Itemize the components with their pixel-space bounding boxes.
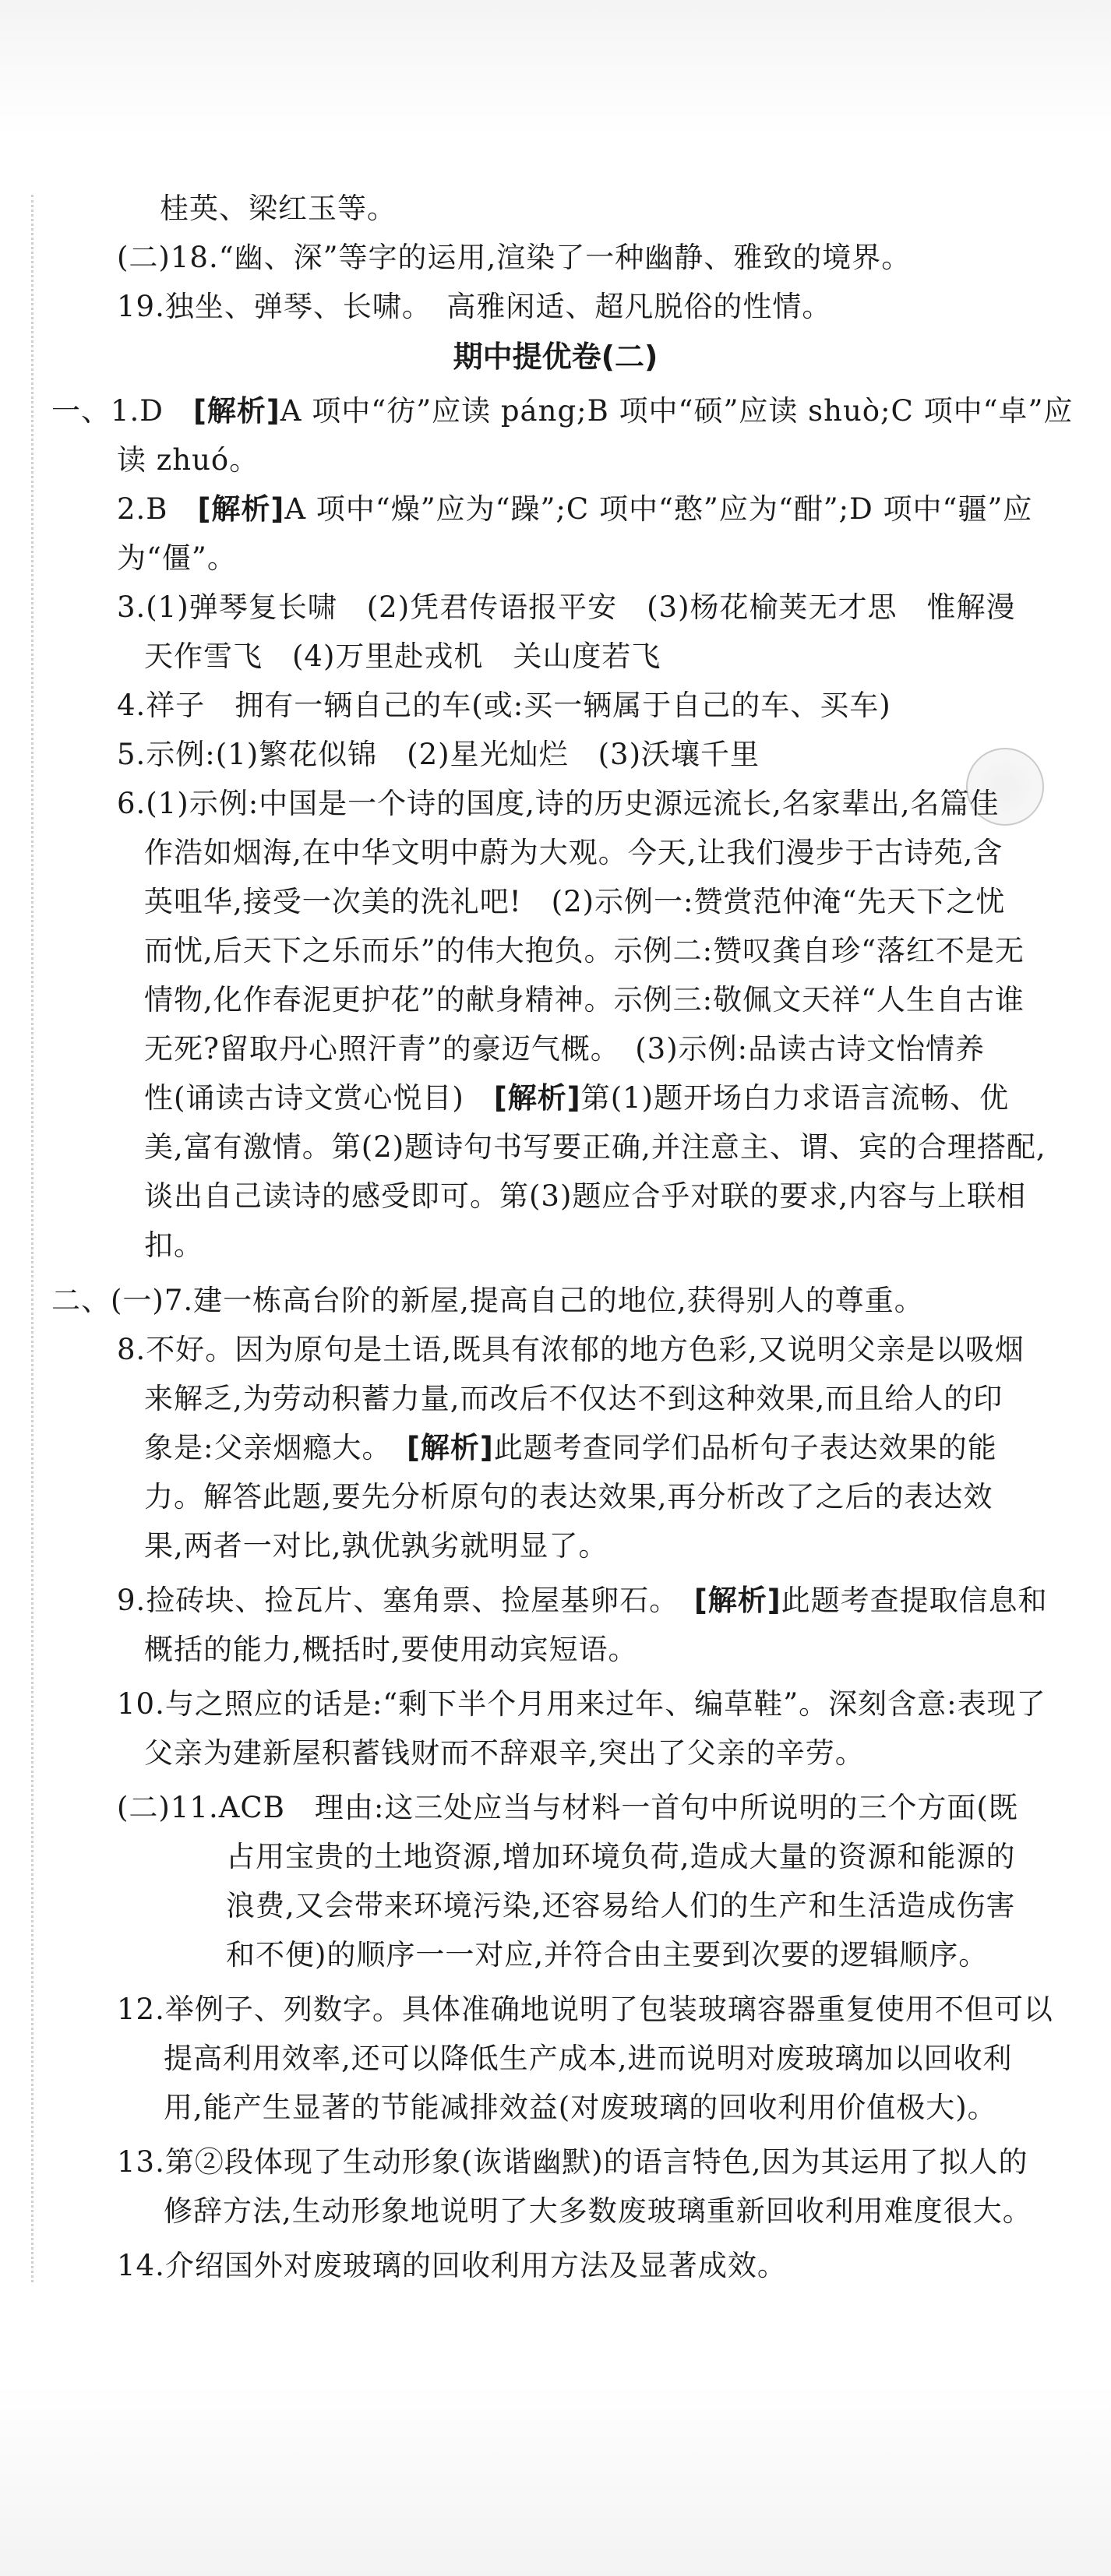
- analysis-tag: [解析]: [493, 1081, 581, 1115]
- text-line: 用,能产生显著的节能减排效益(对废玻璃的回收利用价值极大)。: [164, 2091, 997, 2124]
- text-line: 天作雪飞 (4)万里赴戎机 关山度若飞: [144, 640, 661, 673]
- text-line: 10.与之照应的话是:“剩下半个月用来过年、编草鞋”。深刻含意:表现了: [117, 1687, 1046, 1721]
- analysis-text: A 项中“彷”应读 páng;B 项中“硕”应读 shuò;C 项中“卓”应: [280, 394, 1074, 428]
- text-line: 12.举例子、列数字。具体准确地说明了包装玻璃容器重复使用不但可以: [117, 1993, 1053, 2026]
- analysis-text: 此题考查提取信息和: [781, 1584, 1048, 1617]
- text-line: [117, 1579, 1048, 1623]
- text-line: 英咀华,接受一次美的洗礼吧! (2)示例一:赞赏范仲淹“先天下之忧: [144, 885, 1006, 918]
- text-line: 浪费,又会带来环境污染,还容易给人们的生产和生活造成伤害: [226, 1889, 1016, 1922]
- analysis-text: 第(1)题开场白力求语言流畅、优: [580, 1081, 1010, 1115]
- text-line: 概括的能力,概括时,要使用动宾短语。: [144, 1633, 638, 1666]
- text-line: 修辞方法,生动形象地说明了大多数废玻璃重新回收利用难度很大。: [164, 2194, 1032, 2228]
- text-line: 3.(1)弹琴复长啸 (2)凭君传语报平安 (3)杨花榆荚无才思 惟解漫: [117, 590, 1016, 624]
- text-line: [144, 1426, 997, 1470]
- text-line: 13.第②段体现了生动形象(诙谐幽默)的语言特色,因为其运用了拟人的: [117, 2145, 1028, 2179]
- text-line: 14.介绍国外对废玻璃的回收利用方法及显著成效。: [117, 2249, 787, 2282]
- text-line: 作浩如烟海,在中华文明中蔚为大观。今天,让我们漫步于古诗苑,含: [144, 836, 1003, 869]
- section-title: 期中提优卷(二): [453, 340, 658, 374]
- analysis-text: 此题考查同学们品析句子表达效果的能: [493, 1431, 997, 1464]
- text-line: 果,两者一对比,孰优孰劣就明显了。: [144, 1529, 608, 1563]
- text-line: 情物,化作春泥更护花”的献身精神。示例三:敬佩文天祥“人生自古谁: [144, 983, 1025, 1017]
- answer-number: 2.B: [117, 492, 198, 526]
- binding-margin-rule: [31, 195, 34, 2282]
- text-line: 提高利用效率,还可以降低生产成本,进而说明对废玻璃加以回收利: [164, 2042, 1013, 2075]
- text-line: 来解乏,为劳动积蓄力量,而改后不仅达不到这种效果,而且给人的印: [144, 1382, 1003, 1415]
- analysis-tag: [解析]: [197, 492, 285, 526]
- text-line: 读 zhuó。: [117, 443, 259, 477]
- text-line: 而忧,后天下之乐而乐”的伟大抱负。示例二:赞叹龚自珍“落红不是无: [144, 934, 1025, 967]
- text-line: [51, 389, 1073, 433]
- text-line: 6.(1)示例:中国是一个诗的国度,诗的历史源远流长,名家辈出,名篇佳: [117, 787, 1000, 820]
- text-line: 和不便)的顺序一一对应,并符合由主要到次要的逻辑顺序。: [226, 1938, 989, 1972]
- answer-number: 一、1.D: [51, 394, 193, 428]
- text-line: 无死?留取丹心照汗青”的豪迈气概。 (3)示例:品读古诗文怡情养: [144, 1032, 986, 1066]
- text-line: 力。解答此题,要先分析原句的表达效果,再分析改了之后的表达效: [144, 1480, 993, 1514]
- text-line: 扣。: [144, 1228, 203, 1262]
- text-line: 父亲为建新屋积蓄钱财而不辞艰辛,突出了父亲的辛劳。: [144, 1736, 865, 1770]
- text-line: 谈出自己读诗的感受即可。第(3)题应合乎对联的要求,内容与上联相: [144, 1179, 1027, 1213]
- answer-text: 9.捡砖块、捡瓦片、塞角票、捡屋基卵石。: [117, 1584, 694, 1617]
- analysis-tag: [解析]: [192, 394, 280, 428]
- top-shadow: [0, 0, 1111, 136]
- text-line: 4.祥子 拥有一辆自己的车(或:买一辆属于自己的车、买车): [117, 689, 891, 722]
- analysis-tag: [解析]: [693, 1584, 781, 1617]
- text-line: 8.不好。因为原句是土语,既具有浓郁的地方色彩,又说明父亲是以吸烟: [117, 1333, 1025, 1366]
- analysis-tag: [解析]: [406, 1431, 494, 1464]
- text-line: (二)11.ACB 理由:这三处应当与材料一首句中所说明的三个方面(既: [117, 1791, 1018, 1824]
- analysis-text: A 项中“燥”应为“躁”;C 项中“憨”应为“酣”;D 项中“疆”应: [284, 492, 1033, 526]
- text-line: [117, 488, 1032, 531]
- bottom-shadow: [0, 2384, 1111, 2576]
- text-line: 美,富有激情。第(2)题诗句书写要正确,并注意主、谓、宾的合理搭配,: [144, 1130, 1046, 1164]
- text-line: 5.示例:(1)繁花似锦 (2)星光灿烂 (3)沃壤千里: [117, 738, 760, 771]
- text-line: [144, 1077, 1009, 1120]
- answer-text: 象是:父亲烟瘾大。: [144, 1431, 407, 1464]
- text-line: 19.独坐、弹琴、长啸。 高雅闲适、超凡脱俗的性情。: [117, 290, 832, 323]
- text-line: 桂英、梁红玉等。: [160, 192, 397, 225]
- text-line: 二、(一)7.建一栋高台阶的新屋,提高自己的地位,获得别人的尊重。: [51, 1284, 924, 1317]
- text-line: 为“僵”。: [117, 541, 237, 575]
- answer-text: 性(诵读古诗文赏心悦目): [144, 1081, 494, 1115]
- text-line: 占用宝贵的土地资源,增加环境负荷,造成大量的资源和能源的: [226, 1840, 1016, 1873]
- text-line: (二)18.“幽、深”等字的运用,渲染了一种幽静、雅致的境界。: [117, 241, 912, 274]
